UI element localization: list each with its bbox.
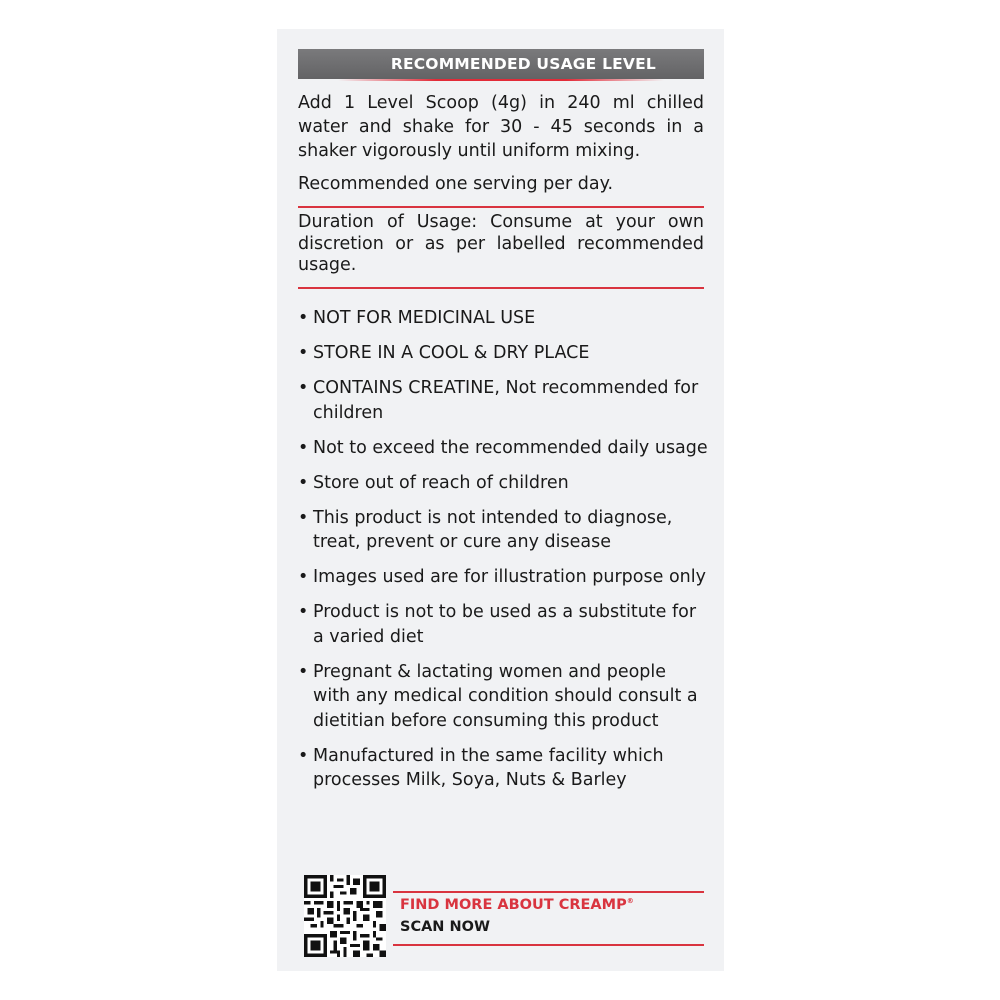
warning-text: STORE IN A COOL & DRY PLACE [313,343,590,363]
warning-item [298,471,708,496]
bullet-glyph: • [298,437,309,458]
find-more-text: FIND MORE ABOUT CREAMP [400,897,627,913]
product-label-panel [277,29,724,971]
qr-code-icon [304,875,386,957]
registered-mark: ® [626,897,634,905]
warning-text: Store out of reach of children [313,472,569,493]
warnings-list [298,306,708,803]
usage-instructions: Add 1 Level Scoop (4g) in 240 ml chilled water and shake for 30 - 45 seconds in a shaker vigorously until uniform mixing. [298,93,704,161]
warning-item [298,660,708,734]
warning-item [298,436,708,461]
divider-1 [298,206,704,208]
warning-item [298,306,708,331]
bullet-glyph: • [298,308,309,328]
warning-item [298,565,708,590]
bullet-glyph: • [298,602,309,622]
warning-text: Not to exceed the recommended daily usage [313,437,708,458]
serving-recommendation: Recommended one serving per day. [298,174,614,194]
bullet-glyph: • [298,745,309,766]
section-header-title: RECOMMENDED USAGE LEVEL [390,55,656,73]
warning-text: Images used are for illustration purpose only [313,567,706,587]
warning-text: NOT FOR MEDICINAL USE [313,308,536,328]
bullet-glyph: • [298,661,309,682]
bullet-glyph: • [298,343,309,363]
warning-item [298,506,708,555]
warning-item [298,341,708,366]
warning-text: Pregnant & lactating women and people with any medical condition should consult a dietitian before consuming this product [313,661,698,731]
warning-text: Manufactured in the same facility which processes Milk, Soya, Nuts & Barley [313,745,664,790]
warning-text: This product is not intended to diagnose, treat, prevent or cure any disease [313,507,673,552]
scan-now-label: SCAN NOW [400,919,490,935]
warning-item [298,376,708,425]
divider-2 [298,287,704,289]
warning-text: Product is not to be used as a substitute for a varied diet [313,602,697,647]
warning-text: CONTAINS CREATINE, Not recommended for children [313,378,699,423]
warning-item [298,744,708,793]
duration-of-usage: Duration of Usage: Consume at your own discretion or as per labelled recommended usage. [298,212,704,275]
bullet-glyph: • [298,378,309,398]
bullet-glyph: • [298,567,309,587]
bullet-glyph: • [298,472,309,493]
find-more-link[interactable] [400,897,634,913]
section-header [298,49,704,79]
bullet-glyph: • [298,507,309,528]
warning-item [298,600,708,649]
footer-divider-top [393,891,704,893]
footer-divider-bottom [393,944,704,946]
